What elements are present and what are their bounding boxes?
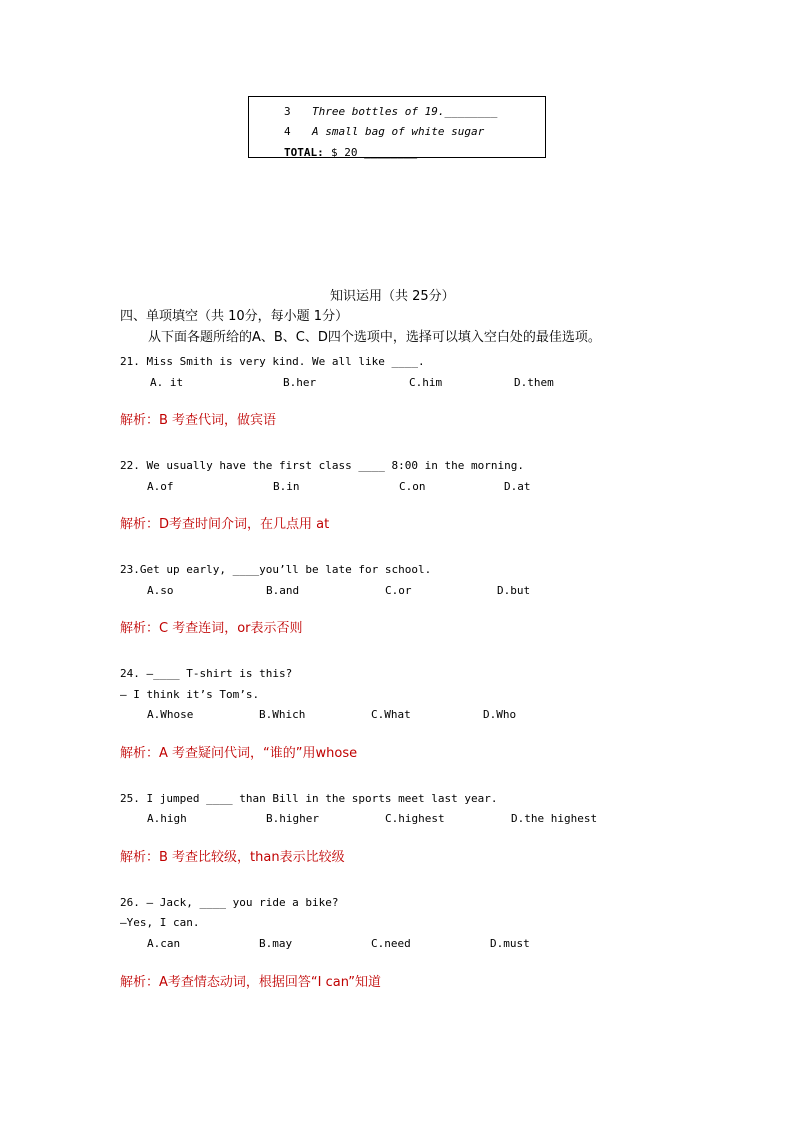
instruction-text: 从下面各题所给的A、B、C、D四个选项中，选择可以填入空白处的最佳选项。 [148, 330, 601, 345]
q23-option-b: B.and [266, 584, 300, 597]
q23-analysis: 解析：C 考查连词，or表示否则 [120, 621, 303, 636]
q25-option-a: A.high [147, 812, 187, 825]
question-26-text: 26. – Jack, ____ you ride a bike? [120, 896, 339, 909]
q26-option-c: C.need [371, 937, 411, 950]
q26-analysis: 解析：A考查情态动词，根据回答“I can”知道 [120, 975, 381, 990]
question-22-text: 22. We usually have the first class ____ 8:00 in the morning. [120, 459, 524, 472]
q23-option-a: A.so [147, 584, 174, 597]
q26-option-a: A.can [147, 937, 181, 950]
q21-option-b: B.her [283, 376, 317, 389]
q24-option-b: B.Which [259, 708, 306, 721]
q21-option-c: C.him [409, 376, 443, 389]
q26-option-d: D.must [490, 937, 530, 950]
q25-option-d: D.the highest [511, 812, 598, 825]
q22-option-b: B.in [273, 480, 300, 493]
q26-option-b: B.may [259, 937, 293, 950]
question-24-answer-line: — I think it’s Tom’s. [120, 688, 260, 701]
question-25-text: 25. I jumped ____ than Bill in the sports meet last year. [120, 792, 498, 805]
q21-option-d: D.them [514, 376, 554, 389]
q21-analysis: 解析：B 考查代词，做宾语 [120, 413, 277, 428]
q22-option-a: A.of [147, 480, 174, 493]
q24-option-c: C.What [371, 708, 411, 721]
q22-option-d: D.at [504, 480, 531, 493]
total-value: $ 20 ________ [331, 146, 418, 159]
q25-option-c: C.highest [385, 812, 445, 825]
q23-option-c: C.or [385, 584, 412, 597]
q21-option-a: A. it [150, 376, 184, 389]
q24-option-a: A.Whose [147, 708, 194, 721]
q22-analysis: 解析：D考查时间介词，在几点用 at [120, 517, 330, 532]
q24-analysis: 解析：A 考查疑问代词，“谁的”用whose [120, 746, 358, 761]
q24-option-d: D.Who [483, 708, 517, 721]
question-26-answer-line: –Yes, I can. [120, 916, 200, 929]
q25-option-b: B.higher [266, 812, 319, 825]
question-23-text: 23.Get up early, ____you’ll be late for school. [120, 563, 432, 576]
row3-text: Three bottles of 19.________ [312, 105, 498, 118]
question-21-text: 21. Miss Smith is very kind. We all like ____. [120, 355, 425, 368]
total-label: TOTAL: [284, 146, 324, 159]
q22-option-c: C.on [399, 480, 426, 493]
row4-number: 4 [284, 125, 291, 138]
question-24-text: 24. —____ T-shirt is this? [120, 667, 293, 680]
section-title: 知识运用（共 25分） [330, 289, 455, 304]
row3-number: 3 [284, 105, 291, 118]
q25-analysis: 解析：B 考查比较级，than表示比较级 [120, 850, 345, 865]
part-heading: 四、单项填空（共 10分，每小题 1分） [120, 309, 349, 324]
row4-text: A small bag of white sugar [312, 125, 485, 138]
q23-option-d: D.but [497, 584, 531, 597]
